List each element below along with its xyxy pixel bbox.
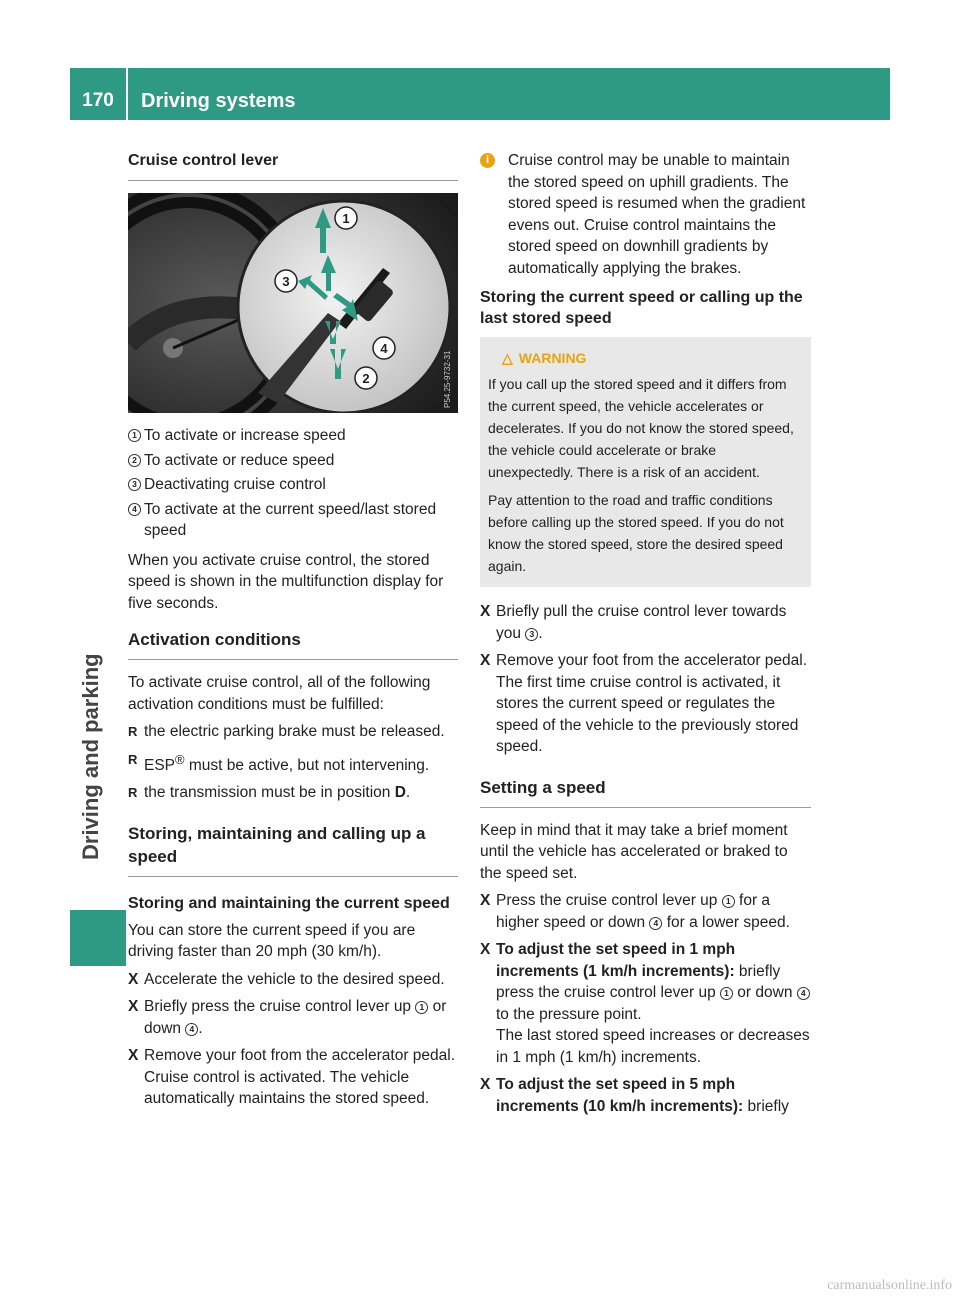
footer-watermark: carmanualsonline.info (827, 1277, 952, 1293)
svg-text:3: 3 (282, 274, 290, 289)
step-text: Briefly press the cruise control lever up (144, 998, 416, 1016)
step-bold-text: To adjust the set speed in 5 mph increments (10 km/h increments): (496, 1076, 744, 1115)
callout-number: 1 (722, 895, 735, 908)
step-arrow-icon: X (480, 652, 491, 669)
step-text: Remove your foot from the accelerator pedal. (144, 1047, 456, 1065)
condition-text: . (405, 784, 411, 802)
step-arrow-icon: X (480, 1076, 491, 1093)
storing-heading: Storing, maintaining and calling up a speed (128, 822, 458, 877)
step-item (128, 996, 458, 1039)
info-icon: i (480, 153, 495, 168)
step-text: or down (144, 998, 447, 1037)
svg-text:1: 1 (342, 211, 350, 226)
section-title: Driving systems (141, 90, 296, 112)
warning-header (502, 347, 803, 369)
step-arrow-icon: X (480, 603, 491, 620)
legend-number: 3 (128, 478, 141, 491)
step-text: briefly (743, 1097, 789, 1115)
info-text: Cruise control may be unable to maintain the stored speed on uphill gradients. The stored speed is resumed when the gradient evens out. Cruise control maintains the stored speed on downhill gradients by automatically applying the brakes. (508, 152, 806, 277)
recall-heading: Storing the current speed or calling up the last stored speed (480, 289, 803, 327)
condition-item (128, 721, 458, 743)
condition-text: must be active, but not intervening. (184, 756, 430, 774)
callout-number: 1 (415, 1001, 428, 1014)
side-chapter-marker (70, 910, 126, 966)
step-text: Accelerate the vehicle to the desired speed. (144, 970, 445, 988)
step-text: Briefly pull the cruise control lever towards you (496, 603, 787, 642)
warning-text: If you call up the stored speed and it differs from the current speed, the vehicle accelerates or decelerates. If you do not know the stored speed, the vehicle could accelerate or brake unexpectedly. There is a risk of an accident. (488, 376, 794, 480)
setting-heading: Setting a speed (480, 776, 811, 808)
step-arrow-icon: X (128, 998, 139, 1016)
cruise-control-lever-figure (128, 193, 458, 413)
warning-box (480, 337, 811, 587)
step-text: for a higher speed or down (496, 892, 771, 931)
condition-text: the electric parking brake must be released. (144, 723, 445, 740)
warning-icon: △ (502, 350, 513, 366)
step-text: . (538, 624, 543, 642)
step-item (128, 1045, 458, 1110)
condition-item (128, 782, 458, 804)
right-column (480, 150, 811, 1123)
warning-label: WARNING (518, 350, 587, 366)
step-item (480, 1074, 811, 1117)
step-text: for a lower speed. (662, 913, 790, 931)
condition-item (128, 749, 458, 777)
storing-text: You can store the current speed if you are driving faster than 20 mph (30 km/h). (128, 921, 416, 961)
warning-text: Pay attention to the road and traffic conditions before calling up the stored speed. If you do not know the stored speed, store the desired speed again. (488, 492, 784, 574)
step-bold-text: To adjust the set speed in 1 mph increments (1 km/h increments): (496, 941, 736, 980)
intro-paragraph: When you activate cruise control, the stored speed is shown in the multifunction display for five seconds. (128, 551, 444, 612)
step-text: or down (733, 984, 797, 1001)
page-number: 170 (82, 90, 114, 111)
callout-number: 4 (797, 987, 810, 1000)
step-text: briefly press the cruise control lever up (496, 962, 781, 1001)
legend-text: To activate or increase speed (144, 427, 346, 444)
storing-subheading: Storing and maintaining the current speed (128, 894, 450, 912)
condition-text: ESP (144, 756, 176, 774)
callout-number: 1 (720, 987, 733, 1000)
activation-heading: Activation conditions (128, 628, 458, 660)
registered-mark: ® (175, 751, 185, 767)
legend-item-1 (128, 425, 458, 447)
step-arrow-icon: X (480, 892, 491, 909)
info-note (480, 150, 811, 279)
condition-text: the transmission must be in position (144, 784, 395, 802)
step-arrow-icon: X (128, 1047, 139, 1065)
callout-number: 4 (649, 917, 662, 930)
callout-number: 4 (185, 1023, 198, 1036)
legend-text: To activate at the current speed/last stored speed (144, 500, 437, 539)
activation-text: To activate cruise control, all of the following activation conditions must be fulfilled: (128, 674, 431, 713)
svg-text:4: 4 (380, 341, 388, 356)
left-column (128, 150, 458, 1116)
svg-text:2: 2 (362, 371, 370, 386)
header-divider (126, 68, 128, 120)
figure-title: Cruise control lever (128, 150, 458, 181)
legend-item-4 (128, 499, 458, 542)
setting-text: Keep in mind that it may take a brief moment until the vehicle has accelerated or braked to the speed set. (480, 821, 788, 882)
callout-number: 3 (525, 628, 538, 641)
step-item (480, 939, 811, 1068)
legend-number: 2 (128, 454, 141, 467)
figure-id: P54.25-9732-31 (443, 350, 452, 408)
legend-number: 1 (128, 429, 141, 442)
step-result: The last stored speed increases or decreases in 1 mph (1 km/h) increments. (496, 1027, 810, 1066)
legend-item-3 (128, 474, 458, 496)
step-text: Press the cruise control lever up (496, 892, 722, 909)
step-item (480, 650, 811, 758)
step-item (128, 969, 458, 991)
step-item (480, 890, 811, 933)
legend-number: 4 (128, 503, 141, 516)
gear-position: D (394, 784, 406, 802)
legend-text: Deactivating cruise control (144, 476, 326, 493)
step-result: Cruise control is activated. The vehicle automatically maintains the stored speed. (144, 1068, 430, 1108)
step-text: Remove your foot from the accelerator pedal. (496, 652, 808, 669)
step-text: . (198, 1019, 203, 1037)
step-text: to the pressure point. (496, 1005, 642, 1023)
step-arrow-icon: X (128, 970, 139, 988)
legend-item-2 (128, 450, 458, 472)
legend-text: To activate or reduce speed (144, 451, 335, 469)
side-chapter-label: Driving and parking (78, 653, 103, 860)
step-result: The first time cruise control is activated, it stores the current speed or regulates the speed of the vehicle to the previously stored speed. (496, 673, 799, 755)
step-arrow-icon: X (480, 941, 491, 958)
step-item (480, 601, 811, 644)
